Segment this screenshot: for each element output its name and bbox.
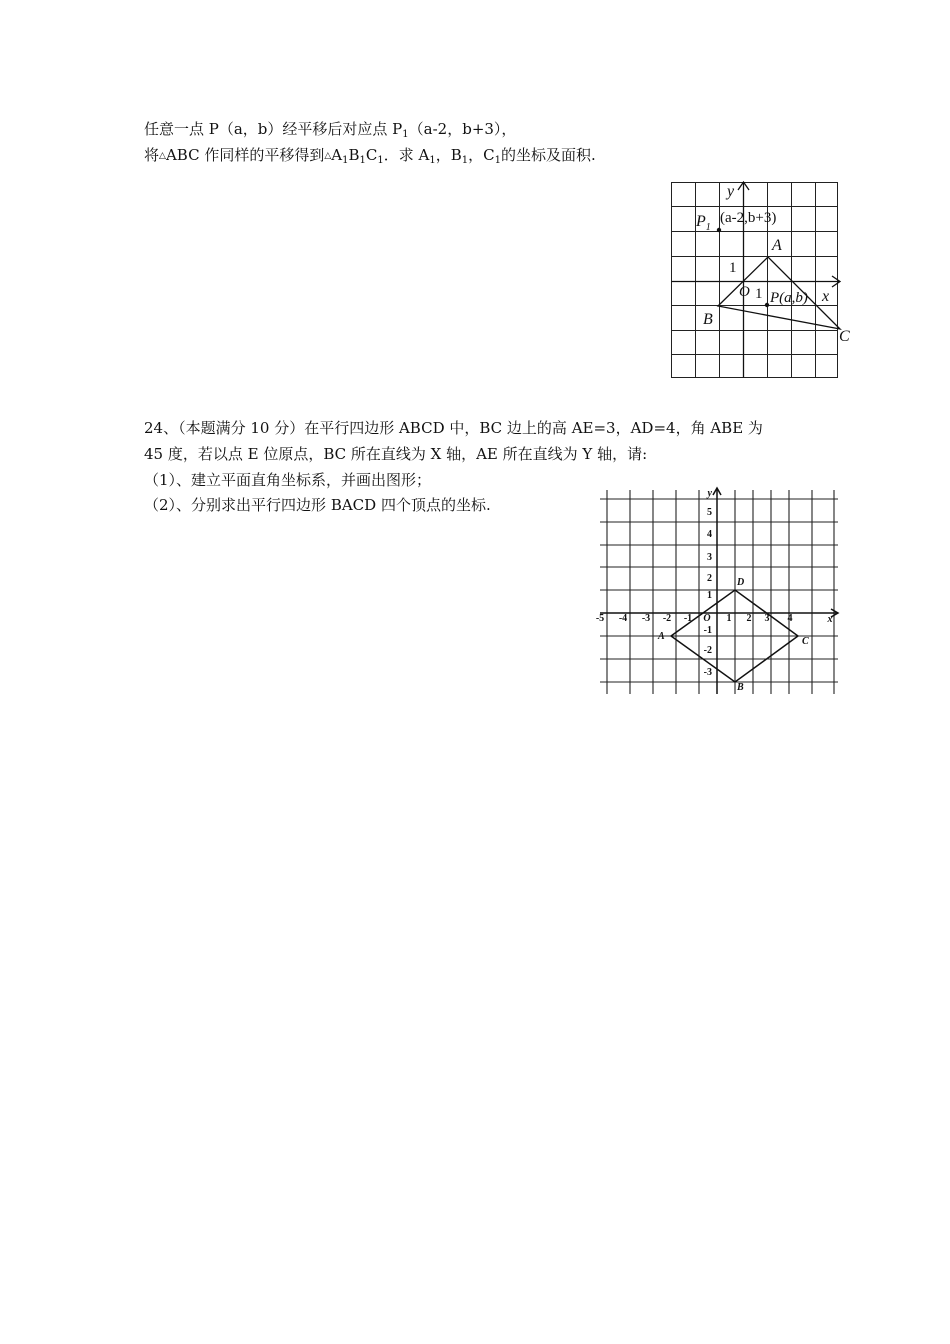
parallelogram-figure	[592, 484, 842, 700]
figure2-axes	[600, 488, 838, 694]
fig2-y-tick: 4	[707, 529, 712, 540]
fig1-p1-name: $P_1$	[696, 213, 711, 233]
fig2-y-tick: -1	[703, 625, 712, 636]
fig1-y-label: y	[727, 183, 735, 200]
fig2-y-axis-label: y	[707, 488, 712, 499]
problem24-part-2: （2）、分别求出平行四边形 BACD 四个顶点的坐标.	[144, 496, 491, 514]
prev-problem-line-1: 任意一点 P（a，b）经平移后对应点 $P_1(a-2$，b+3），	[144, 120, 517, 140]
problem24-line-1: 24、（本题满分 10 分）在平行四边形 ABCD 中，BC 边上的高 AE=3，AD=4，角 ABE 为	[144, 419, 763, 437]
fig2-y-tick: 5	[707, 507, 712, 518]
fig2-y-tick: -3	[703, 667, 712, 678]
fig2-x-tick: 1	[726, 613, 732, 624]
translation-figure	[668, 178, 858, 382]
fig1-x-label: x	[822, 288, 830, 305]
fig1-p1-coord: (a-2,b+3)	[720, 210, 777, 226]
fig2-x-tick: 4	[787, 613, 793, 624]
fig2-x-tick: -1	[683, 613, 693, 624]
fig2-y-tick: 3	[707, 552, 712, 563]
fig2-x-tick: -4	[618, 613, 628, 624]
fig2-x-tick: -5	[595, 613, 605, 624]
fig2-x-tick: -3	[641, 613, 651, 624]
fig2-x-tick: 2	[746, 613, 752, 624]
figure2-grid	[600, 490, 838, 694]
fig1-one-x: 1	[755, 286, 763, 302]
fig2-origin: O	[703, 613, 711, 624]
point-p1	[717, 228, 721, 232]
fig1-origin: O	[739, 284, 750, 300]
point-p	[765, 303, 769, 307]
fig1-b-label: B	[703, 311, 713, 328]
fig2-x-tick: 3	[764, 613, 770, 624]
fig1-c-label: C	[839, 328, 850, 345]
fig2-vertex-c: C	[802, 636, 809, 647]
problem24-part-1: （1）、建立平面直角坐标系，并画出图形；	[144, 471, 432, 489]
fig1-one-y: 1	[729, 260, 737, 276]
fig1-p-coord: P(a,b)	[770, 290, 808, 306]
fig2-y-tick: 1	[707, 590, 712, 601]
fig1-a-label: A	[772, 237, 782, 254]
fig2-vertex-b: B	[737, 682, 744, 693]
prev-problem-line-2: 将△ABC 作同样的平移得到$\triangle A_1B_1C_1$．求 $A_1$，$B_1$，$C_1$的坐标及面积.	[144, 146, 596, 166]
problem24-line-2: 45 度，若以点 E 位原点，BC 所在直线为 X 轴，AE 所在直线为 Y 轴，请:	[144, 445, 648, 463]
fig2-vertex-d: D	[737, 577, 745, 588]
fig2-vertex-a: A	[658, 631, 665, 642]
fig2-y-tick: -2	[703, 645, 712, 656]
fig2-x-tick: -2	[662, 613, 672, 624]
fig2-y-tick: 2	[707, 573, 712, 584]
fig2-x-axis-label: x	[827, 614, 833, 625]
